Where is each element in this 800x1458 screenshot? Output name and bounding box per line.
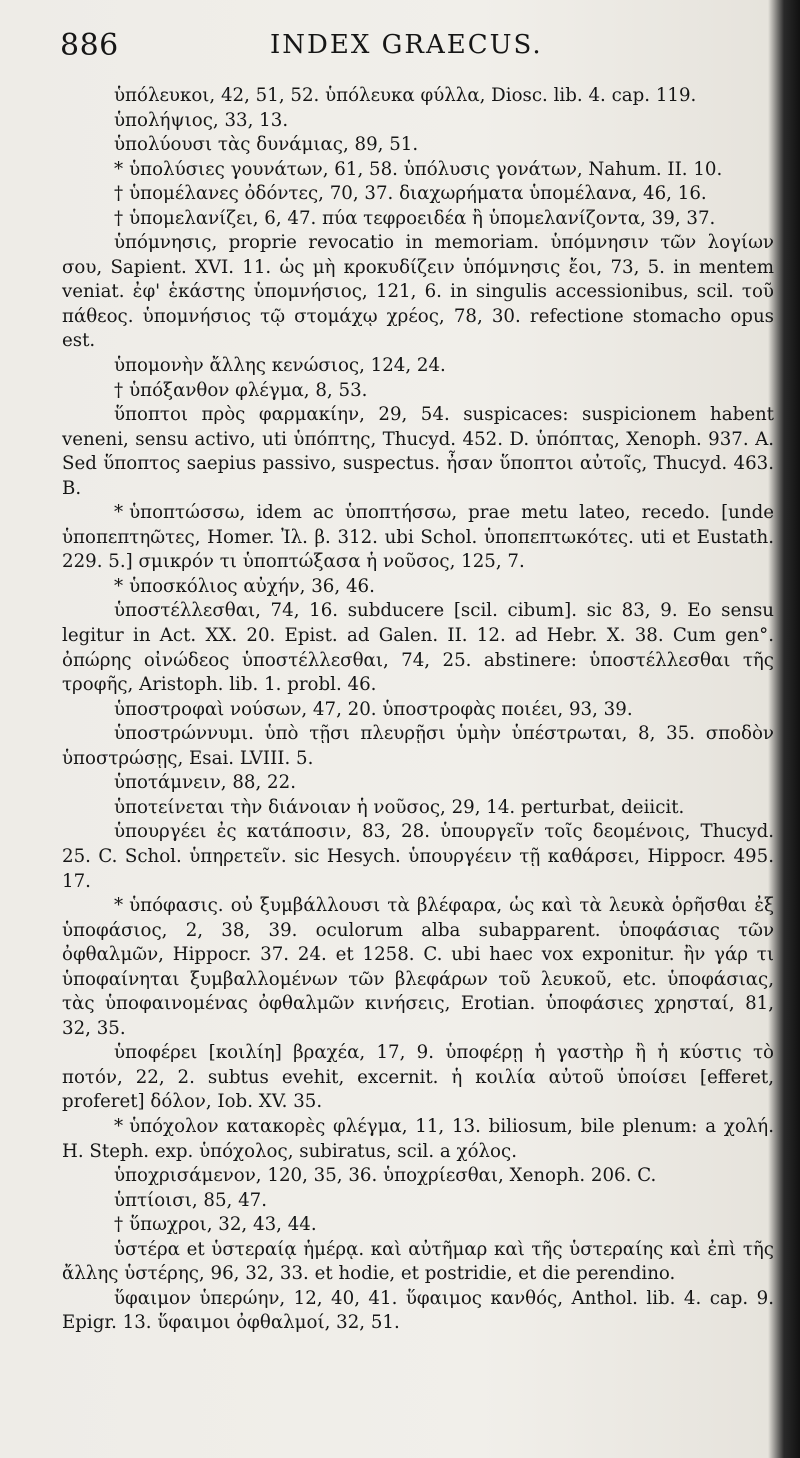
page-header — [60, 28, 760, 72]
index-entry — [62, 109, 774, 134]
index-entry — [62, 796, 774, 821]
entry-mark: * — [114, 575, 124, 597]
running-head: INDEX GRAECUS. — [270, 30, 543, 60]
entry-text: ὑπολύουσι τὰς δυνάμιας, 89, 51. — [114, 134, 419, 156]
index-entry — [62, 722, 774, 771]
entry-mark: † — [114, 207, 124, 229]
entry-mark: † — [114, 1214, 124, 1236]
entry-mark: * — [114, 895, 124, 917]
index-entry — [62, 133, 774, 158]
index-entry — [62, 84, 774, 109]
index-entry — [62, 403, 774, 501]
index-entry — [62, 599, 774, 697]
entry-mark: * — [114, 1115, 124, 1137]
index-entries — [62, 84, 774, 1336]
entry-text: ὑποστέλλεσθαι, 74, 16. subducere [scil. cibum]. sic 83, 9. Eo sensu legitur in Act. XX. 20. Epist. ad Galen. II. 12. ad Hebr. X. 38. Cum gen°. ὀπώρης οἰνώδεος ὑποστέλλεσθαι, 74, 25. abstinere: ὑποστέλλεσθαι τῆς τροφῆς, Aristoph. lib. 1. probl. 46. — [62, 600, 774, 696]
entry-mark: * — [114, 502, 124, 524]
entry-text: ὑπτίοισι, 85, 47. — [114, 1189, 268, 1211]
entry-text: ὑστέρα et ὑστεραίᾳ ἡμέρᾳ. καὶ αὐτῆμαρ καὶ τῆς ὑστεραίης καὶ ἐπὶ τῆς ἄλλης ὑστέρης, 96, 32, 33. et hodie, et postridie, et die perendino. — [62, 1238, 774, 1285]
entry-text: ὑποστρώννυμι. ὑπὸ τῇσι πλευρῇσι ὑμὴν ὑπέστρωται, 8, 35. σποδὸν ὑποστρώσῃς, Esai. LVIII. 5. — [62, 723, 774, 769]
entry-text: ὑποτείνεται τὴν διάνοιαν ἡ νοῦσος, 29, 14. perturbat, deiicit. — [114, 796, 685, 818]
entry-mark: † — [114, 183, 124, 205]
entry-text: ὑπόμνησις, proprie revocatio in memoriam. ὑπόμνησιν τῶν λογίων σου, Sapient. XVI. 11. ὡς μὴ κροκυδίζειν ὑπόμνησις ἔοι, 73, 5. in mentem veniat. ἐφ' ἑκάστης ὑπομνήσιος, 121, 6. in singulis accessionibus, scil. τοῦ πάθεος. ὑπομνήσιος τῷ στομάχῳ χρέος, 78, 30. refectione stomacho opus est. — [62, 232, 774, 352]
entry-text: ὑπολύσιες γουνάτων, 61, 58. ὑπόλυσις γονάτων, Nahum. II. 10. — [129, 158, 723, 180]
index-entry — [62, 1189, 774, 1214]
entry-text: ὑποχρισάμενον, 120, 35, 36. ὑποχρίεσθαι, Xenoph. 206. C. — [114, 1165, 657, 1187]
index-entry — [62, 501, 774, 575]
entry-text: ὑπομελανίζει, 6, 47. πύα τεφροειδέα ἢ ὑπομελανίζοντα, 39, 37. — [129, 207, 716, 229]
entry-text: ὑποφέρει [κοιλίη] βραχέα, 17, 9. ὑποφέρῃ ἡ γαστὴρ ἢ ἡ κύστις τὸ ποτόν, 22, 2. subtus evehit, excernit. ἡ κοιλία αὐτοῦ ὑποίσει [efferet, proferet] δόλον, Iob. XV. 35. — [62, 1042, 774, 1113]
entry-text: ὕφαιμον ὑπερώην, 12, 40, 41. ὕφαιμος κανθός, Anthol. lib. 4. cap. 9. Epigr. 13. ὕφαιμοι ὀφθαλμοί, 32, 51. — [62, 1287, 774, 1334]
index-entry — [62, 1213, 774, 1238]
index-entry — [62, 894, 774, 1041]
entry-text: ὑποσκόλιος αὐχήν, 36, 46. — [129, 575, 375, 597]
index-entry — [62, 1287, 774, 1336]
entry-text: ὑπόφασις. οὐ ξυμβάλλουσι τὰ βλέφαρα, ὡς καὶ τὰ λευκὰ ὁρῆσθαι ἐξ ὑποφάσιος, 2, 38, 39. oculorum alba subapparent. ὑποφάσιας τῶν ὀφθαλμῶν, Hippocr. 37. 24. et 1258. C. ubi haec vox exponitur. ἢν γάρ τι ὑποφαίνηται ξυμβαλλομένων τῶν βλεφάρων τοῦ λευκοῦ, etc. ὑποφάσιας, τὰς ὑποφαινομένας ὀφθαλμῶν κινήσεις, Erotian. ὑποφάσιες χρησταί, 81, 32, 35. — [62, 895, 774, 1039]
entry-text: ὑπόξανθον φλέγμα, 8, 53. — [129, 379, 368, 401]
entry-text: ὑπολήψιος, 33, 13. — [114, 109, 289, 131]
index-entry — [62, 379, 774, 404]
index-entry — [62, 207, 774, 232]
index-entry — [62, 231, 774, 354]
entry-mark: † — [114, 379, 124, 401]
entry-text: ὑποστροφαὶ νούσων, 47, 20. ὑποστροφὰς ποιέει, 93, 39. — [114, 698, 633, 720]
index-entry — [62, 182, 774, 207]
entry-text: ὑπόχολον κατακορὲς φλέγμα, 11, 13. biliosum, bile plenum: a χολή. H. Steph. exp. ὑπόχολος, subiratus, scil. a χόλος. — [62, 1115, 774, 1162]
index-entry — [62, 1164, 774, 1189]
index-entry — [62, 1115, 774, 1164]
entry-text: ὑπόλευκοι, 42, 51, 52. ὑπόλευκα φύλλα, Diosc. lib. 4. cap. 119. — [114, 85, 697, 106]
entry-text: ὑπουργέει ἐς κατάποσιν, 83, 28. ὑπουργεῖν τοῖς δεομένοις, Thucyd. 25. C. Schol. ὑπηρετεῖν. sic Hesych. ὑπουργέειν τῇ καθάρσει, Hippocr. 495. 17. — [62, 821, 774, 892]
page-number: 886 — [60, 28, 119, 63]
entry-text: ὑπομέλανες ὀδόντες, 70, 37. διαχωρήματα ὑπομέλανα, 46, 16. — [129, 183, 707, 205]
index-entry — [62, 771, 774, 796]
index-entry — [62, 1041, 774, 1115]
entry-text: ὑποπτώσσω, idem ac ὑποπτήσσω, prae metu lateo, recedo. [unde ὑποπεπτηῶτες, Homer. Ἰλ. β. 312. ubi Schol. ὑποπεπτωκότες. uti et Eustath. 229. 5.] σμικρόν τι ὑποπτώξασα ἡ νοῦσος, 125, 7. — [62, 502, 774, 573]
entry-text: ὕπωχροι, 32, 43, 44. — [129, 1214, 317, 1236]
index-entry — [62, 820, 774, 894]
index-entry — [62, 158, 774, 183]
entry-text: ὑποτάμνειν, 88, 22. — [114, 772, 296, 794]
entry-text: ὕποπτοι πρὸς φαρμακίην, 29, 54. suspicaces: suspicionem habent veneni, sensu activo, uti ὑπόπτης, Thucyd. 452. D. ὑπόπτας, Xenoph. 937. A. Sed ὕποπτος saepius passivo, suspectus. ἦσαν ὕποπτοι αὐτοῖς, Thucyd. 463. B. — [62, 404, 774, 499]
entry-mark: * — [114, 158, 124, 180]
index-entry — [62, 1238, 774, 1287]
index-entry — [62, 698, 774, 723]
entry-text: ὑπομονὴν ἄλλης κενώσιος, 124, 24. — [114, 355, 446, 377]
index-entry — [62, 354, 774, 379]
index-entry — [62, 575, 774, 600]
